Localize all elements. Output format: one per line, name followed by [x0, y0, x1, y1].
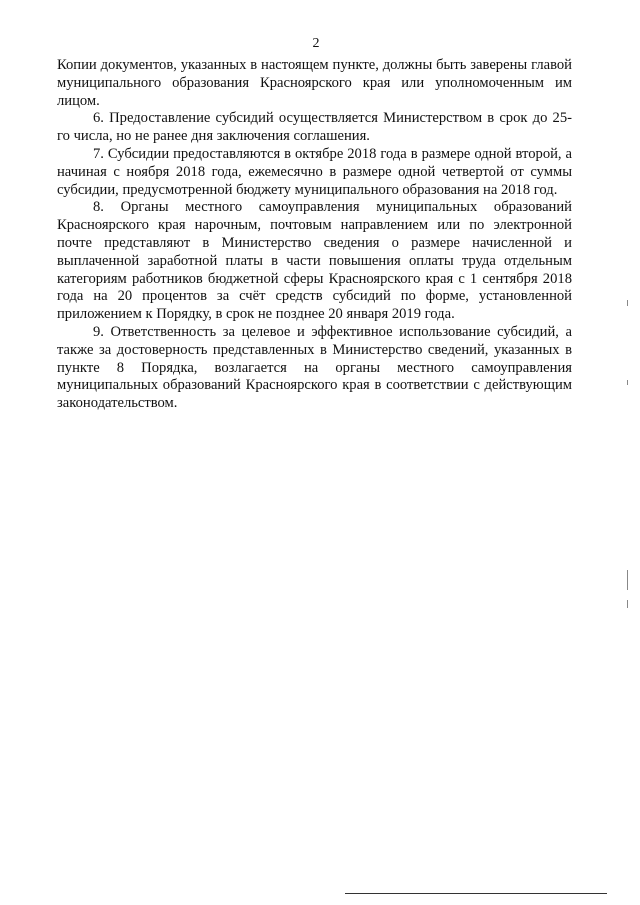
- scan-mark: [627, 300, 628, 306]
- page-number: 2: [312, 36, 320, 51]
- paragraph-item-8: 8. Органы местного самоуправления муниципальных образований Красноярского края нарочным, почтовым направлением или по электронной почте представляют в Министерство сведения о размере начисленной и выплаченной заработной платы в части повышения оплаты труда отдельным категориям работников бюджетной сферы Красноярского края с 1 сентября 2018 года на 20 процентов за счёт средств субсидий по форме, установленной приложением к Порядку, в срок не позднее 20 января 2019 года.: [57, 199, 572, 323]
- footer-rule: [345, 893, 607, 894]
- scan-margin-marks: [627, 300, 629, 630]
- scan-mark: [627, 380, 628, 385]
- document-body: [57, 57, 572, 413]
- scan-mark: [627, 570, 628, 590]
- paragraph-item-7: 7. Субсидии предоставляются в октябре 2018 года в размере одной второй, а начиная с ноября 2018 года, ежемесячно в размере одной четвертой от суммы субсидии, предусмотренной бюджету муниципального образования на 2018 год.: [57, 145, 572, 198]
- scan-mark: [627, 600, 628, 608]
- paragraph-item-6: 6. Предоставление субсидий осуществляется Министерством в срок до 25-го числа, но не ранее дня заключения соглашения.: [57, 110, 572, 145]
- paragraph-copies-certification: Копии документов, указанных в настоящем пункте, должны быть заверены главой муниципального образования Красноярского края или уполномоченным им лицом.: [57, 57, 572, 109]
- paragraph-item-9: 9. Ответственность за целевое и эффективное использование субсидий, а также за достоверность представленных в Министерство сведений, указанных в пункте 8 Порядка, возлагается на органы местного самоуправления муниципальных образований Красноярского края в соответствии с действующим законодательством.: [57, 323, 572, 412]
